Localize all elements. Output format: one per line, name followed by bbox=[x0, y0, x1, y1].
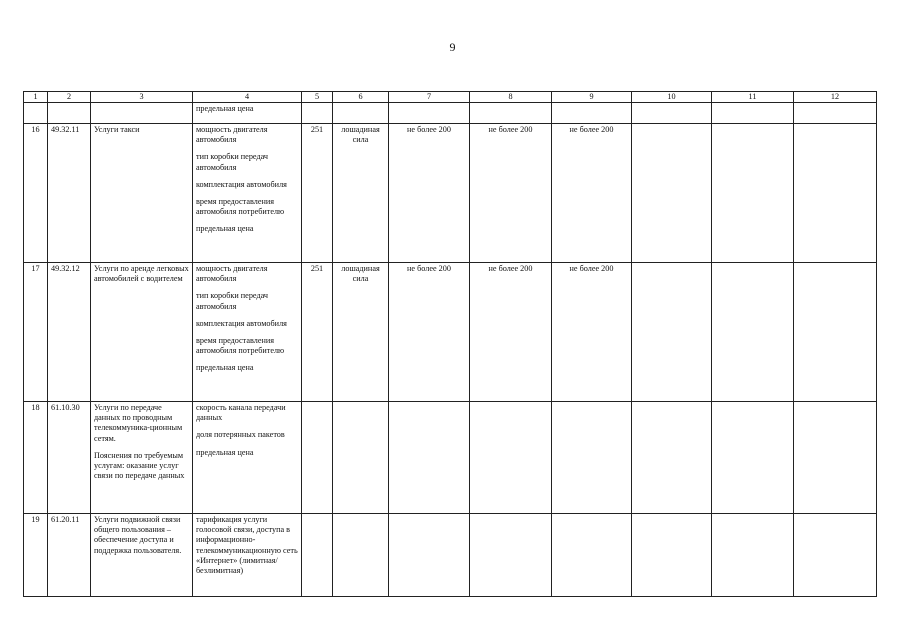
characteristic: предельная цена bbox=[196, 224, 254, 234]
value-col10 bbox=[632, 263, 712, 402]
continuation-row bbox=[24, 103, 877, 124]
characteristic: скорость канала передачи данных bbox=[196, 403, 286, 423]
value-col9: не более 200 bbox=[552, 124, 632, 263]
value-col9: не более 200 bbox=[552, 263, 632, 402]
characteristic: предельная цена bbox=[196, 447, 254, 457]
value-col7: не более 200 bbox=[389, 263, 470, 402]
value-col12 bbox=[794, 514, 877, 597]
table-row bbox=[24, 514, 877, 597]
column-header: 10 bbox=[632, 92, 712, 103]
unit-code: 251 bbox=[302, 124, 333, 263]
value-col9 bbox=[552, 514, 632, 597]
value-col11 bbox=[712, 514, 794, 597]
page-number: 9 bbox=[449, 40, 456, 54]
column-header: 3 bbox=[91, 92, 193, 103]
unit-name: лошадиная сила bbox=[333, 263, 389, 402]
unit-code bbox=[302, 402, 333, 514]
unit-name bbox=[333, 514, 389, 597]
row-number: 17 bbox=[24, 263, 48, 402]
row-number: 18 bbox=[24, 402, 48, 514]
unit-name: лошадиная сила bbox=[333, 124, 389, 263]
characteristic: время предоставления автомобиля потребителю bbox=[196, 336, 285, 356]
value-col8: не более 200 bbox=[470, 263, 552, 402]
value-col12 bbox=[794, 402, 877, 514]
characteristic: доля потерянных пакетов bbox=[196, 430, 285, 440]
characteristic: тип коробки передач автомобиля bbox=[196, 291, 269, 311]
value-col10 bbox=[632, 514, 712, 597]
column-header: 2 bbox=[48, 92, 91, 103]
column-header: 1 bbox=[24, 92, 48, 103]
value-col11 bbox=[712, 124, 794, 263]
column-header: 7 bbox=[389, 92, 470, 103]
header-row bbox=[24, 92, 877, 103]
service-note: Пояснения по требуемым услугам: оказание услуг связи по передаче данных bbox=[94, 450, 185, 481]
characteristic: предельная цена bbox=[193, 103, 302, 124]
table-row bbox=[24, 124, 877, 263]
value-col8 bbox=[470, 514, 552, 597]
characteristic: мощность двигателя автомобиля bbox=[196, 264, 268, 284]
row-number: 16 bbox=[24, 124, 48, 263]
column-header: 5 bbox=[302, 92, 333, 103]
column-header: 6 bbox=[333, 92, 389, 103]
characteristic: предельная цена bbox=[196, 363, 254, 373]
value-col7: не более 200 bbox=[389, 124, 470, 263]
okpd-code: 49.32.11 bbox=[48, 124, 91, 263]
characteristic: комплектация автомобиля bbox=[196, 318, 287, 328]
unit-code: 251 bbox=[302, 263, 333, 402]
column-header: 4 bbox=[193, 92, 302, 103]
characteristic: тарификация услуги голосовой связи, доступа в информационно-телекоммуникационную сеть «Интернет» (лимитная/безлимитная) bbox=[196, 515, 298, 576]
value-col12 bbox=[794, 124, 877, 263]
okpd-code: 61.10.30 bbox=[48, 402, 91, 514]
value-col7 bbox=[389, 402, 470, 514]
characteristic: время предоставления автомобиля потребителю bbox=[196, 197, 285, 217]
column-header: 11 bbox=[712, 92, 794, 103]
value-col10 bbox=[632, 124, 712, 263]
service-name: Услуги такси bbox=[91, 124, 193, 263]
value-col11 bbox=[712, 263, 794, 402]
row-number: 19 bbox=[24, 514, 48, 597]
okpd-code: 49.32.12 bbox=[48, 263, 91, 402]
unit-name bbox=[333, 402, 389, 514]
requirements-table bbox=[23, 91, 877, 597]
table-row bbox=[24, 263, 877, 402]
characteristics-cell bbox=[193, 263, 302, 402]
service-name-cell bbox=[91, 402, 193, 514]
service-name: Услуги подвижной связи общего пользования – обеспечение доступа и поддержка пользователя. bbox=[91, 514, 193, 597]
column-header: 12 bbox=[794, 92, 877, 103]
value-col7 bbox=[389, 514, 470, 597]
characteristic: комплектация автомобиля bbox=[196, 179, 287, 189]
column-header: 9 bbox=[552, 92, 632, 103]
characteristic: мощность двигателя автомобиля bbox=[196, 125, 268, 145]
service-name: Услуги по аренде легковых автомобилей с водителем bbox=[91, 263, 193, 402]
value-col8 bbox=[470, 402, 552, 514]
characteristic: тип коробки передач автомобиля bbox=[196, 152, 269, 172]
column-header: 8 bbox=[470, 92, 552, 103]
characteristics-cell bbox=[193, 514, 302, 597]
value-col12 bbox=[794, 263, 877, 402]
service-name: Услуги по передаче данных по проводным телекоммуника-ционным сетям. bbox=[94, 403, 183, 443]
table-row bbox=[24, 402, 877, 514]
value-col8: не более 200 bbox=[470, 124, 552, 263]
characteristics-cell bbox=[193, 124, 302, 263]
value-col9 bbox=[552, 402, 632, 514]
characteristics-cell bbox=[193, 402, 302, 514]
unit-code bbox=[302, 514, 333, 597]
value-col11 bbox=[712, 402, 794, 514]
okpd-code: 61.20.11 bbox=[48, 514, 91, 597]
value-col10 bbox=[632, 402, 712, 514]
